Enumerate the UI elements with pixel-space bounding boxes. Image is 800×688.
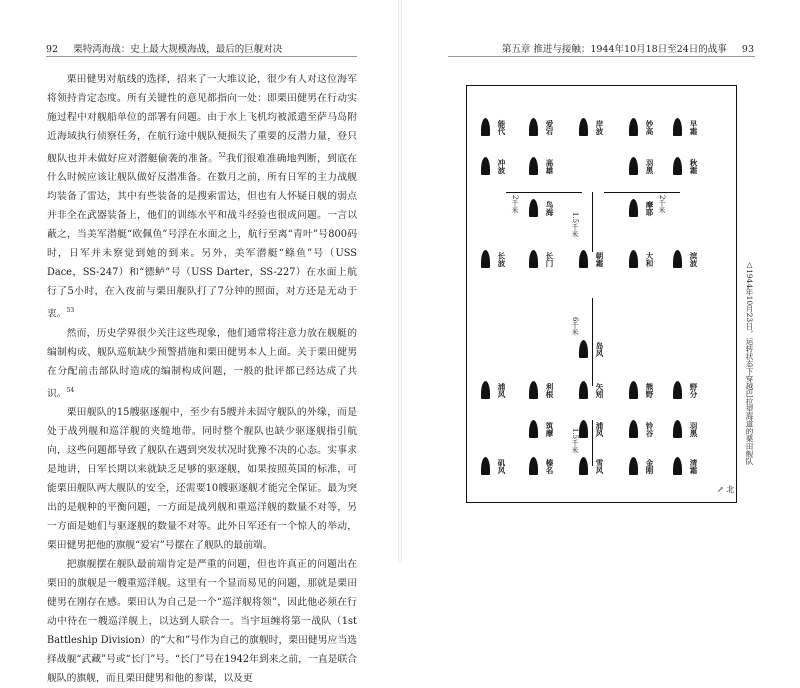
ship-icon (481, 118, 490, 136)
ship-name: 鸟海 (545, 201, 554, 216)
ship-name: 妙高 (645, 120, 654, 135)
distance-line (506, 192, 582, 193)
left-page-number: 92 (46, 44, 59, 55)
ship-name: 熊野 (645, 383, 654, 398)
distance-label: 1.5千米 (571, 428, 579, 454)
ship-icon (579, 250, 588, 268)
distance-label: 1.5千米 (571, 212, 579, 238)
footnote-ref: 54 (66, 386, 75, 394)
ship-name: 利根 (545, 383, 554, 398)
ship-icon (629, 457, 638, 475)
ship-name: 矢矧 (595, 383, 604, 398)
ship-icon (529, 250, 538, 268)
ship-icon (673, 250, 682, 268)
body-text (47, 70, 357, 688)
ship-icon (579, 340, 588, 358)
ship-icon (529, 457, 538, 475)
ship-icon (629, 381, 638, 399)
ship-name: 榛名 (545, 459, 554, 474)
ship-name: 长门 (545, 252, 554, 267)
book-title: 栗特湾海战：史上最大规模海战，最后的巨舰对决 (73, 44, 283, 55)
distance-line (592, 298, 593, 386)
ship-name: 大和 (645, 252, 654, 267)
ship-icon (673, 420, 682, 438)
fleet-formation-diagram (466, 85, 737, 503)
ship-icon (481, 457, 490, 475)
ship-icon (673, 457, 682, 475)
right-page-header (502, 41, 754, 55)
ship-name: 浦风 (595, 422, 604, 437)
north-arrow-icon: ↗ (717, 485, 724, 494)
figure-caption: △1944年10月23日，运转状态下穿越巴拉望海道的栗田舰队 (745, 260, 754, 465)
ship-name: 长波 (497, 252, 506, 267)
distance-label: 2千米 (511, 195, 519, 214)
ship-icon (629, 118, 638, 136)
ship-name: 羽黑 (645, 159, 654, 174)
distance-line (604, 192, 680, 193)
paragraph: 然而，历史学界很少关注这些现象，他们通常将注意力放在舰艇的编制构成、舰队巡航缺少预警措施和栗田健男本人上面。关于栗田健男在分配前击部队时造成的编制构成问题，一般的批评都已经达成了共识。$^{54}$ (47, 327, 357, 399)
ship-name: 朝霜 (595, 252, 604, 267)
ship-icon (629, 420, 638, 438)
north-indicator: ↗ 北 (717, 485, 735, 494)
ship-name: 能代 (497, 120, 506, 135)
ship-name: 冲波 (497, 159, 506, 174)
ship-name: 高雄 (545, 159, 554, 174)
ship-name: 矶风 (497, 459, 506, 474)
ship-icon (579, 457, 588, 475)
ship-icon (673, 157, 682, 175)
ship-icon (529, 199, 538, 217)
ship-icon (529, 157, 538, 175)
distance-line (592, 420, 593, 466)
footnote-ref: 52 (218, 152, 226, 159)
ship-icon (529, 420, 538, 438)
ship-name: 清霜 (689, 459, 698, 474)
ship-name: 岛风 (595, 342, 604, 357)
ship-icon (529, 118, 538, 136)
ship-name: 爱宕 (545, 120, 554, 135)
ship-name: 铃谷 (645, 422, 654, 437)
ship-name: 摩耶 (645, 201, 654, 216)
ship-name: 岸波 (595, 120, 604, 135)
header-rule-right (448, 56, 755, 57)
ship-icon (481, 157, 490, 175)
ship-icon (673, 118, 682, 136)
paragraph: 栗田舰队的15艘驱逐舰中，至少有5艘并未固守舰队的外缘，而是处于战列舰和巡洋舰的夹缝地带。同时整个舰队也缺少驱逐舰指引航向，这些问题都导致了舰队在遇到突发状况时犹豫不决的心态。实事求是地讲，日军长期以来就缺乏足够的驱逐舰，如果按照英国的标准，可能栗田舰队两大舰队的安全，还需要10艘驱逐舰才能完全保证。最为突出的是舰种的平衡问题，一方面是战列舰和重巡洋舰的数量不对等，另一方面是她们与驱逐舰的数量不对等。此外日军还有一个惊人的举动，栗田健男把他的旗舰“爱宕”号摆在了舰队的最前端。 (47, 406, 357, 551)
ship-name: 浦风 (497, 383, 506, 398)
ship-name: 滨波 (689, 252, 698, 267)
distance-label: 2千米 (658, 195, 666, 214)
ship-name: 野分 (689, 383, 698, 398)
ship-name: 金刚 (645, 459, 654, 474)
ship-icon (579, 420, 588, 438)
left-page-header (46, 41, 282, 55)
paragraph: 把旗舰摆在舰队最前端肯定是严重的问题，但也许真正的问题出在栗田的旗舰是一艘重巡洋舰。这里有一个显而易见的问题，那就是栗田健男在刚存在感。栗田认为自己是一个“巡洋舰将领”，因此他必须在行动中待在一艘巡洋舰上，以达到人联合一。当宇垣缠将第一战队（1st Battleship Division）的“大和”号作为自己的旗舰时，栗田健男应当选择战舰“武藏”号或“长门”号。“长门”号在1942年到来之前，一直是联合舰队的旗舰，而且栗田健男和他的参谋，以及更 (47, 558, 357, 684)
ship-icon (529, 381, 538, 399)
paragraph: 栗田健男对航线的选择，招来了一大堆议论，很少有人对这位海军将领持肯定态度。所有关键性的意见都指向一处：即栗田健男在行动实施过程中对舰船单位的部署有问题。由于水上飞机均被派遣至萨马岛附近海域执行侦察任务，在航行途中舰队便损失了重要的反潜力量，登只舰队也并未做好应对潜艇偷袭的准备。$^{52}$我们很难准确地判断，到底在什么时候应该让舰队做好反潜准备。在数月之前，所有日军的主力战舰均装备了雷达，其中有些装备的是搜索雷达，但也有人怀疑日舰的弱点并非全在武器装备上，他们的训练水平和战斗经验也很成问题。一言以蔽之，当美军潜艇“欧佩鱼”号浮在水面之上，航行至离“青叶”号800码时，日军并未察觉到她的到来。另外，美军潜艇“鲦鱼”号（USS Dace，SS-247）和“镖鲈”号（USS Darter，SS-227）在水面上航行了5小时，在入夜前与栗田舰队打了7分钟的照面，对方还是无动于衷。$^{53}$ (47, 74, 358, 320)
ship-name: 秋霜 (689, 159, 698, 174)
ship-icon (629, 250, 638, 268)
ship-name: 雪风 (595, 459, 604, 474)
chapter-title: 第五章 推进与接触：1944年10月18日至24日的战事 (501, 44, 727, 55)
ship-icon (579, 118, 588, 136)
ship-icon (629, 199, 638, 217)
ship-icon (481, 250, 490, 268)
ship-name: 早霜 (689, 120, 698, 135)
header-rule-left (46, 56, 357, 57)
ship-name: 筑摩 (545, 422, 554, 437)
right-page-number: 93 (741, 44, 754, 55)
ship-icon (481, 381, 490, 399)
ship-icon (629, 157, 638, 175)
left-page (0, 0, 400, 684)
ship-name: 羽黑 (689, 422, 698, 437)
ship-icon (673, 381, 682, 399)
distance-line (592, 192, 593, 252)
ship-icon (579, 381, 588, 399)
footnote-ref: 53 (66, 307, 75, 315)
distance-label: 6千米 (571, 317, 579, 336)
